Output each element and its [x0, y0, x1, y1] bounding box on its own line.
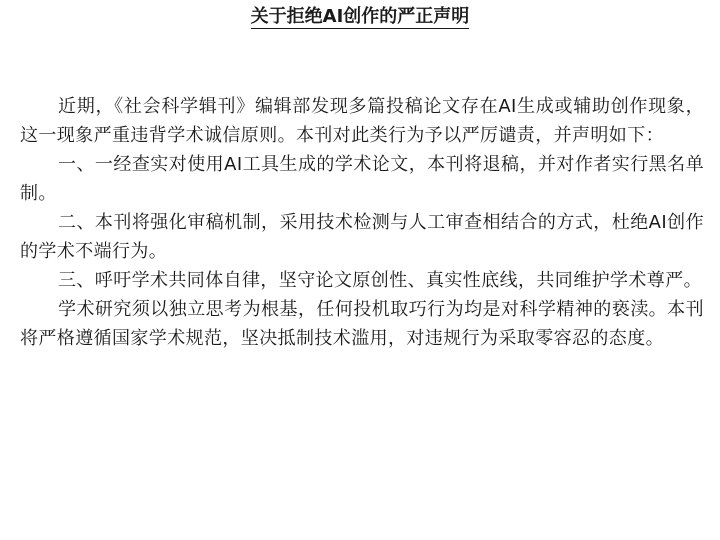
- clause-one-paragraph: 一、一经查实对使用AI工具生成的学术论文，本刊将退稿，并对作者实行黑名单制。: [20, 154, 704, 204]
- clause-three-paragraph: 三、呼吁学术共同体自律，坚守论文原创性、真实性底线，共同维护学术尊严。: [58, 270, 702, 291]
- closing-paragraph: 学术研究须以独立思考为根基，任何投机取巧行为均是对科学精神的亵渎。本刊将严格遵循国家学术规范，坚决抵制技术滥用，对违规行为采取零容忍的态度。: [20, 299, 704, 349]
- document-body: [20, 92, 704, 353]
- clause-two-paragraph: 二、本刊将强化审稿机制，采用技术检测与人工审查相结合的方式，杜绝AI创作的学术不端行为。: [20, 212, 704, 262]
- intro-paragraph: 近期，《社会科学辑刊》编辑部发现多篇投稿论文存在AI生成或辅助创作现象，这一现象严重违背学术诚信原则。本刊对此类行为予以严厉谴责，并声明如下：: [20, 96, 704, 146]
- document-title: 关于拒绝AI创作的严正声明: [250, 6, 470, 27]
- document-title-block: [0, 4, 720, 30]
